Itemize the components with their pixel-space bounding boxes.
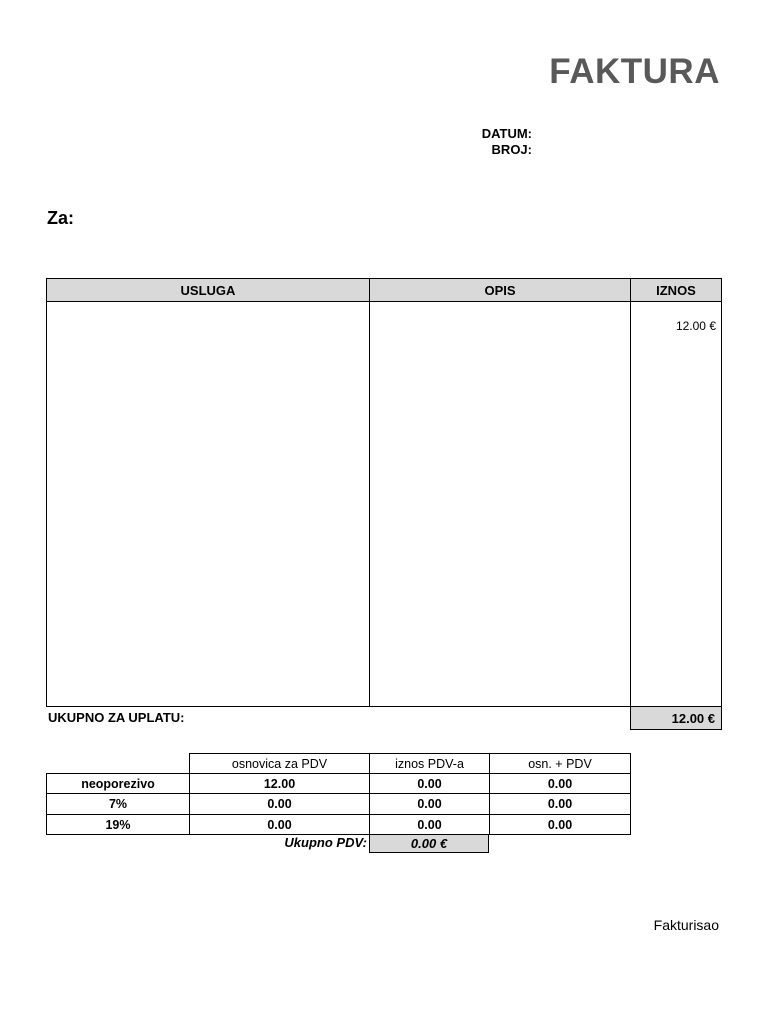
usluga-column-body — [46, 301, 370, 707]
pdv-row-iznos: 0.00 — [369, 773, 490, 794]
datum-label: DATUM: — [481, 126, 532, 141]
recipient-label: Za: — [47, 208, 74, 228]
pdv-row-osnovica: 0.00 — [189, 793, 370, 815]
pdv-row-ukupno: 0.00 — [489, 814, 631, 835]
pdv-row-iznos: 0.00 — [369, 814, 490, 835]
total-value: 12.00 € — [630, 706, 722, 730]
pdv-row-label: neoporezivo — [46, 773, 190, 794]
iznos-cell: 12.00 € — [675, 319, 716, 333]
pdv-row-ukupno: 0.00 — [489, 773, 631, 794]
broj-label: BROJ: — [491, 142, 532, 157]
pdv-row-label: 19% — [46, 814, 190, 835]
column-header-opis: OPIS — [369, 278, 631, 302]
pdv-total-value: 0.00 € — [369, 834, 489, 853]
pdv-row-osnovica: 0.00 — [189, 814, 370, 835]
pdv-row-iznos: 0.00 — [369, 793, 490, 815]
column-header-iznos: IZNOS — [630, 278, 722, 302]
pdv-row-ukupno: 0.00 — [489, 793, 631, 815]
column-header-usluga: USLUGA — [46, 278, 370, 302]
iznos-column-body — [630, 301, 722, 707]
pdv-row-label: 7% — [46, 793, 190, 815]
total-label: UKUPNO ZA UPLATU: — [48, 710, 185, 725]
pdv-header-ukupno: osn. + PDV — [489, 753, 631, 774]
opis-column-body — [369, 301, 631, 707]
pdv-total-label: Ukupno PDV: — [284, 835, 367, 850]
pdv-row-osnovica: 12.00 — [189, 773, 370, 794]
signer-label: Fakturisao — [653, 917, 719, 933]
pdv-header-iznos: iznos PDV-a — [369, 753, 490, 774]
document-title: FAKTURA — [549, 52, 720, 91]
pdv-header-osnovica: osnovica za PDV — [189, 753, 370, 774]
